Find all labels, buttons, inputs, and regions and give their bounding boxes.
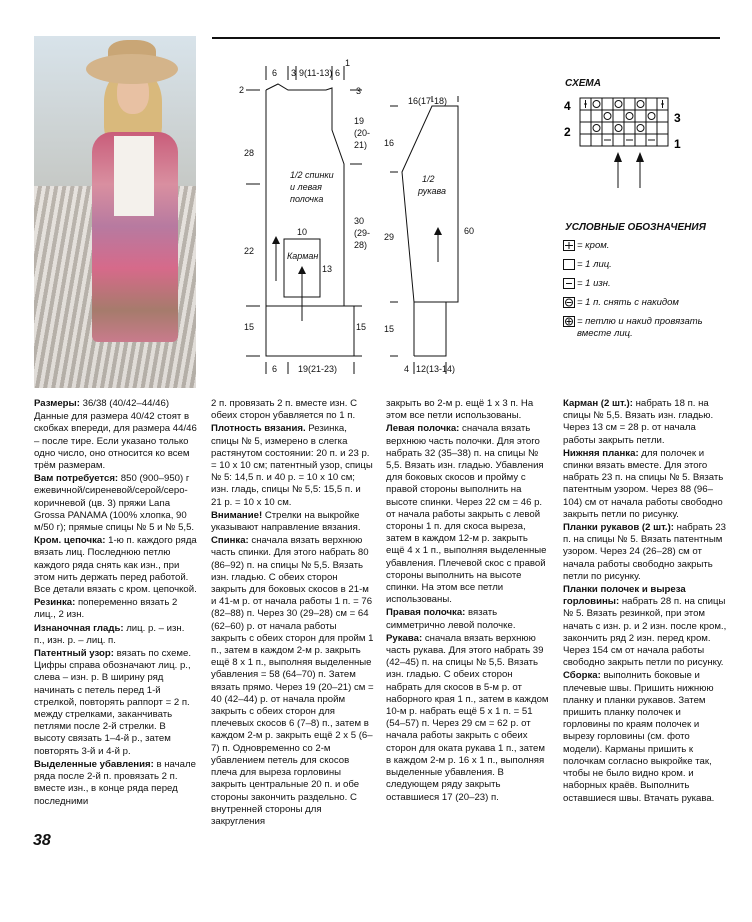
paragraph-heading: Резинка: <box>34 597 76 609</box>
scheme-row-left-2: 2 <box>564 125 571 139</box>
pocket-label: Карман <box>287 251 319 261</box>
back-left-measure-1: 2 <box>239 85 245 95</box>
legend-text: = 1 лиц. <box>577 259 612 270</box>
paragraph <box>34 759 197 808</box>
paragraph-body: сначала вязать верхнюю часть рукава. Для этого набрать 39 (42–45) п. на спицы № 5,5. Вязать изн. гладью. С обеих сторон набрать для скосов в 5-м р. от наборного края 1 п., затем в каждом 10-м р. набрать ещё 5 х 1 п. = 51 (54–57) п. Через 29 см = 62 р. от начала работы закрыть с обеих сторон для оката рукава 1 п., затем в каждом 2-м р. 16 х 1 п., выполняя выделенные убавления. В следующем ряду закрыть оставшиеся 17 (20–23) п. <box>386 632 549 803</box>
paragraph-heading: Планки рукавов (2 шт.): <box>563 522 674 534</box>
sleeve-left-measure-2: 29 <box>384 232 395 242</box>
back-left-measure-3: 22 <box>244 246 255 256</box>
legend-item <box>563 297 733 309</box>
scheme-row-right-2: 1 <box>674 137 681 151</box>
paragraph <box>563 448 727 521</box>
paragraph-body: вязать симметрично левой полочке. <box>386 607 516 631</box>
sleeve-label-line2: рукава <box>418 186 446 196</box>
legend-text: = 1 изн. <box>577 278 611 289</box>
paragraph <box>34 648 197 758</box>
back-bottom-measure-1: 6 <box>272 364 278 374</box>
legend-text: = кром. <box>577 240 610 251</box>
paragraph-body: выполнить боковые и плечевые швы. Пришить нижнюю планку и планки рукавов. Затем пришить планку полочек и горловины по краям полочек и вырезу горловины (см. фото модели). Карманы пришить к полочкам согласно выкройке так, чтобы не было видно кром. и наборных краёв. Выполнить оставшиеся швы. Втачать рукава. <box>563 670 715 804</box>
photo-top <box>114 136 154 216</box>
paragraph-body: набрать 23 п. на спицы № 5. Вязать патентным узором. Через 24 (26–28) см от начала работы свободно закрыть петли по рисунку. <box>563 522 726 582</box>
back-top-measure-2: 3 <box>291 68 297 78</box>
paragraph <box>34 473 197 534</box>
sleeve-left-measure-3: 15 <box>384 324 395 334</box>
legend-item <box>563 278 733 290</box>
back-top-measure-5: 1 <box>345 58 351 68</box>
text-column-3 <box>386 398 549 805</box>
paragraph-body: Резинка, спицы № 5, измерено в слегка растянутом состоянии: 20 п. и 23 р. = 10 х 10 см; патентный узор, спицы № 5: 14,5 п. и 40 р. = 10 х 10 см; изн. гладь, спицы № 5,5: 15,5 п. и 21 р. = 10 х 10 см. <box>211 423 373 508</box>
sleeve-right-measure: 60 <box>464 226 474 236</box>
text-column-4 <box>563 398 727 806</box>
paragraph-body: 1-ю п. каждого ряда вязать лиц. Последнюю петлю каждого ряда снять как изн., при этом нить держать перед работой. Все детали вязать с кром. цепочкой. <box>34 535 197 596</box>
paragraph-heading: Планки полочек и выреза горловины: <box>563 584 686 608</box>
paragraph-heading: Размеры: <box>34 398 80 409</box>
legend-item <box>563 240 733 252</box>
paragraph-heading: Изнаночная гладь: <box>34 622 124 634</box>
back-label-line3: полочка <box>290 194 324 204</box>
sleeve-label-line1: 1/2 <box>422 174 435 184</box>
legend-title: УСЛОВНЫЕ ОБОЗНАЧЕНИЯ <box>565 222 706 233</box>
back-top-measure-1: 6 <box>272 68 278 78</box>
paragraph-heading: Рукава: <box>386 632 423 644</box>
scheme-row-right-1: 3 <box>674 111 681 125</box>
back-label-line1: 1/2 спинки <box>290 170 334 180</box>
paragraph-body: попеременно вязать 2 лиц., 2 изн. <box>34 597 178 621</box>
pocket-width: 10 <box>297 227 308 237</box>
back-left-measure-2: 28 <box>244 148 255 158</box>
legend-item <box>563 316 733 340</box>
paragraph-body: в начале ряда после 2-й п. провязать 2 п. вместе изн., в конце ряда перед последними <box>34 758 196 807</box>
paragraph-body: Стрелки на выкройке указывают направление вязания. <box>211 509 361 534</box>
back-right-measure-3a: 30 <box>354 216 365 226</box>
back-right-measure-2c: 21) <box>354 140 368 150</box>
back-right-measure-3b: (29- <box>354 228 371 238</box>
legend-text: = 1 п. снять с накидом <box>577 297 679 308</box>
paragraph-heading: Выделенные убавления: <box>34 758 154 770</box>
paragraph-body: сначала вязать верхнюю часть спинки. Для этого набрать 80 (86–92) п. на спицы № 5,5. Вязать изн. гладью. С обеих сторон закрыть для боковых скосов в 21-м и 41-м р. от начала работы 1 п. = 76 (82–88) п. Через 30 (29–28) см = 64 (62–60) р. от начала работы закрыть с обеих сторон для пройм 1 п., затем в каждом 2-м р. закрыть ещё 8 х 1 п., выполняя выделенные убавления = 58 (64–70) п. Затем вязать прямо. Через 19 (20–21) см = 40 (42–44) р. от начала пройм закрыть с обеих сторон для плечевых скосов 6 (7–8) п., затем в каждом 2-м р. закрыть ещё 2 х 5 (6–7) п. Одновременно со 2-м убавлением петель для скосов плеча для выреза горловины закрыть центральные 20 п. и обе стороны закончить раздельно. С внутренней стороны для закругления <box>211 535 374 827</box>
paragraph <box>563 584 727 669</box>
slip-yo-symbol-icon <box>563 297 575 308</box>
paragraph-heading: Вам потребуется: <box>34 473 119 485</box>
paragraph-body: 36/38 (40/42–44/46) <box>79 398 170 409</box>
sleeve-left-measure-1: 16 <box>384 138 395 148</box>
back-right-measure-3c: 28) <box>354 240 368 250</box>
paragraph-body: закрыть во 2-м р. ещё 1 х 3 п. На этом все петли использованы. <box>386 398 534 422</box>
scheme-row-left-1: 4 <box>564 99 571 113</box>
model-photo <box>34 36 196 388</box>
paragraph-heading: Левая полочка: <box>386 423 460 435</box>
paragraph-heading: Нижняя планка: <box>563 447 639 459</box>
knit-together-symbol-icon <box>563 316 575 327</box>
paragraph-body: сначала вязать верхнюю часть полочки. Для этого набрать 32 (35–38) п. на спицы № 5,5. Вязать изн. гладью. Убавления для боковых скосов и пройму с правой стороны выполнить на высоте спинки. Через 22 см = 46 р. от начала работы закрыть с левой стороны 1 п. для скоса выреза, затем в каждом 12-м р. закрыть ещё 4 х 1 п., выполняя выделенные убавления. Плечевой скос с правой стороны выполнить на высоте спинки. На этом все петли использованы. <box>386 423 547 606</box>
selvage-symbol-icon <box>563 240 575 251</box>
top-rule <box>212 37 720 39</box>
back-right-measure-2a: 19 <box>354 116 365 126</box>
back-left-measure-4: 15 <box>244 322 255 332</box>
paragraph-body: для полочек и спинки вязать вместе. Для этого набрать 23 п. на спицы № 5. Вязать патентным узором. Через 88 (96–104) см от начала работы свободно закрыть петли по рисунку. <box>563 447 724 520</box>
paragraph-body: Данные для размера 40/42 стоят в скобках впереди, для размера 44/46 – после тире. Если указано только одно число, оно относится ко всем трём размерам. <box>34 411 197 472</box>
paragraph <box>34 398 197 410</box>
paragraph <box>563 522 727 583</box>
pattern-diagram-back <box>236 56 386 376</box>
paragraph-body: набрать 18 п. на спицы № 5,5. Вязать изн. гладью. Через 13 см = 28 р. от начала работы закрыть петли. <box>563 398 714 446</box>
back-top-measure-3: 9(11-13) <box>299 68 333 78</box>
paragraph <box>211 398 374 422</box>
back-label-line2: и левая <box>290 182 322 192</box>
paragraph-heading: Плотность вязания. <box>211 423 306 435</box>
paragraph-body: вязать по схеме. Цифры справа обозначают лиц. р., слева – изн. р. В ширину ряд начинать с петель перед 1-й стрелкой, повторять раппорт = 2 п. между стрелками, заканчивать петлями после 2-й стрелки. В высоту связать 1–4-й р., затем повторять 3-й и 4-й р. <box>34 648 192 757</box>
back-right-measure-1: 3 <box>356 86 362 96</box>
back-bottom-measure-2: 19(21-23) <box>298 364 338 374</box>
sleeve-top-measure: 16(17-18) <box>408 96 448 106</box>
back-right-measure-4: 15 <box>356 322 367 332</box>
paragraph <box>34 411 197 472</box>
knitting-chart <box>560 92 690 202</box>
text-column-1 <box>34 398 197 809</box>
paragraph <box>211 423 374 508</box>
paragraph-heading: Карман (2 шт.): <box>563 398 633 409</box>
text-column-2 <box>211 398 374 829</box>
sleeve-bottom-measure-2: 12(13-14) <box>416 364 456 374</box>
paragraph-heading: Спинка: <box>211 535 249 547</box>
paragraph-heading: Сборка: <box>563 670 601 682</box>
paragraph <box>34 597 197 621</box>
paragraph <box>563 670 727 804</box>
paragraph-body: набрать 28 п. на спицы № 5. Вязать резинкой, при этом начать с изн. р. и 2 изн. после кром., закончить ряд 2 изн. перед кром. Через 154 см от начала работы свободно закрыть петли по рисунку. <box>563 596 727 669</box>
paragraph-heading: Кром. цепочка: <box>34 535 106 547</box>
paragraph <box>386 633 549 804</box>
paragraph <box>563 398 727 447</box>
legend-item <box>563 259 733 271</box>
pattern-diagram-sleeve <box>384 92 474 376</box>
paragraph <box>386 607 549 631</box>
paragraph-body: лиц. р. – изн. п., изн. р. – лиц. п. <box>34 622 185 646</box>
legend <box>563 240 733 347</box>
purl-symbol-icon <box>563 278 575 289</box>
paragraph-heading: Правая полочка: <box>386 607 466 619</box>
sleeve-bottom-measure-1: 4 <box>404 364 410 374</box>
paragraph-heading: Патентный узор: <box>34 648 114 660</box>
paragraph <box>211 535 374 828</box>
paragraph-heading: Внимание! <box>211 509 263 521</box>
paragraph <box>34 623 197 647</box>
paragraph <box>34 535 197 596</box>
paragraph <box>211 510 374 534</box>
scheme-title: СХЕМА <box>565 78 601 89</box>
photo-hat-brim <box>86 54 178 84</box>
back-top-measure-4: 6 <box>335 68 341 78</box>
paragraph <box>386 423 549 606</box>
paragraph-body: 2 п. провязать 2 п. вместе изн. С обеих сторон убавляется по 1 п. <box>211 398 358 422</box>
paragraph <box>386 398 549 422</box>
back-right-measure-2b: (20- <box>354 128 371 138</box>
pocket-height: 13 <box>322 264 333 274</box>
page-number: 38 <box>33 832 51 849</box>
legend-text: = петлю и накид провязать вместе лиц. <box>577 316 703 339</box>
paragraph-body: 850 (900–950) г ежевичной/сиреневой/серой/серо-коричневой (цв. 3) пряжи Lana Grossa PANAMA (100% хлопка, 90 м/50 г); прямые спицы № 5 и № 5,5. <box>34 473 195 534</box>
knit-symbol-icon <box>563 259 575 270</box>
